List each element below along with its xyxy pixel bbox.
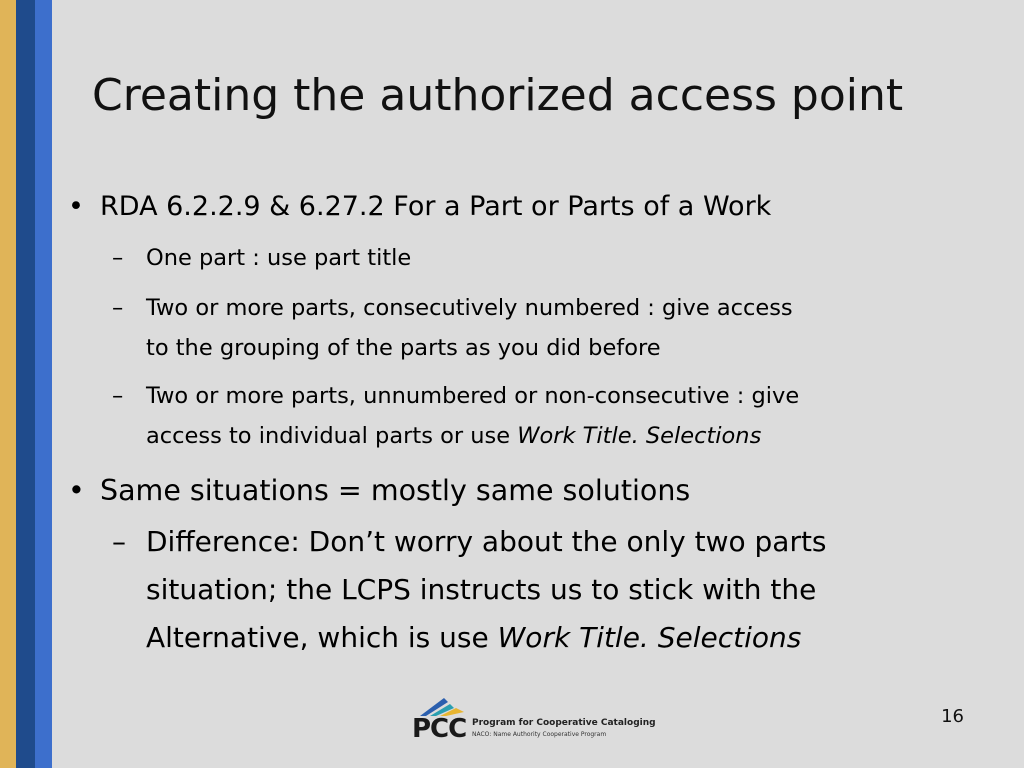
sub-bullet-1-3: [112, 376, 956, 456]
bullet-2-text: Same situations = mostly same solutions: [100, 474, 691, 507]
bullet-2: [62, 470, 972, 512]
dash-icon: –: [112, 295, 124, 321]
pcc-program-name: Program for Cooperative Cataloging: [472, 718, 656, 728]
bullet-1-text: RDA 6.2.2.9 & 6.27.2 For a Part or Parts of a Work: [100, 191, 772, 222]
sub-bullet-1-2-line1: Two or more parts, consecutively numbered : give access: [146, 295, 793, 321]
slide-title: Creating the authorized access point: [92, 70, 904, 121]
sub-bullet-2-1-line3: [146, 614, 946, 662]
sub-bullet-2-1-line3-plain: Alternative, which is use: [146, 621, 498, 654]
page-number: 16: [941, 706, 964, 727]
sub-bullet-2-1: [112, 518, 946, 662]
bullet-dot-icon: •: [68, 191, 84, 222]
pcc-acronym: PCC: [412, 714, 467, 744]
sub-bullet-1-3-line2-italic: Work Title. Selections: [517, 423, 762, 449]
left-stripe-gold: [0, 0, 16, 768]
slide-content: [62, 186, 972, 662]
sub-bullet-2-1-line1: Difference: Don’t worry about the only two parts: [146, 525, 827, 558]
pcc-subprogram-name: NACO: Name Authority Cooperative Program: [472, 731, 607, 738]
sub-bullet-1-3-line1: Two or more parts, unnumbered or non-consecutive : give: [146, 383, 800, 409]
bullet-dot-icon: •: [68, 474, 85, 507]
dash-icon: –: [112, 245, 124, 271]
dash-icon: –: [112, 383, 124, 409]
left-stripe-blue: [35, 0, 52, 768]
sub-bullet-1-1-text: One part : use part title: [146, 245, 412, 271]
sub-bullet-1-2-line2: to the grouping of the parts as you did before: [146, 335, 661, 361]
left-stripe-navy: [16, 0, 35, 768]
dash-icon: –: [112, 525, 126, 558]
bullet-1: [62, 186, 972, 228]
sub-bullet-1-3-line2: [146, 416, 956, 456]
sub-bullet-1-3-line2-plain: access to individual parts or use: [146, 423, 518, 449]
sub-bullet-1-2: [112, 288, 956, 368]
pcc-logo: [410, 692, 656, 744]
sub-bullet-1-1: [112, 238, 956, 278]
sub-bullet-2-1-line2: situation; the LCPS instructs us to stick with the: [146, 573, 817, 606]
sub-bullet-2-1-line3-italic: Work Title. Selections: [497, 621, 802, 654]
